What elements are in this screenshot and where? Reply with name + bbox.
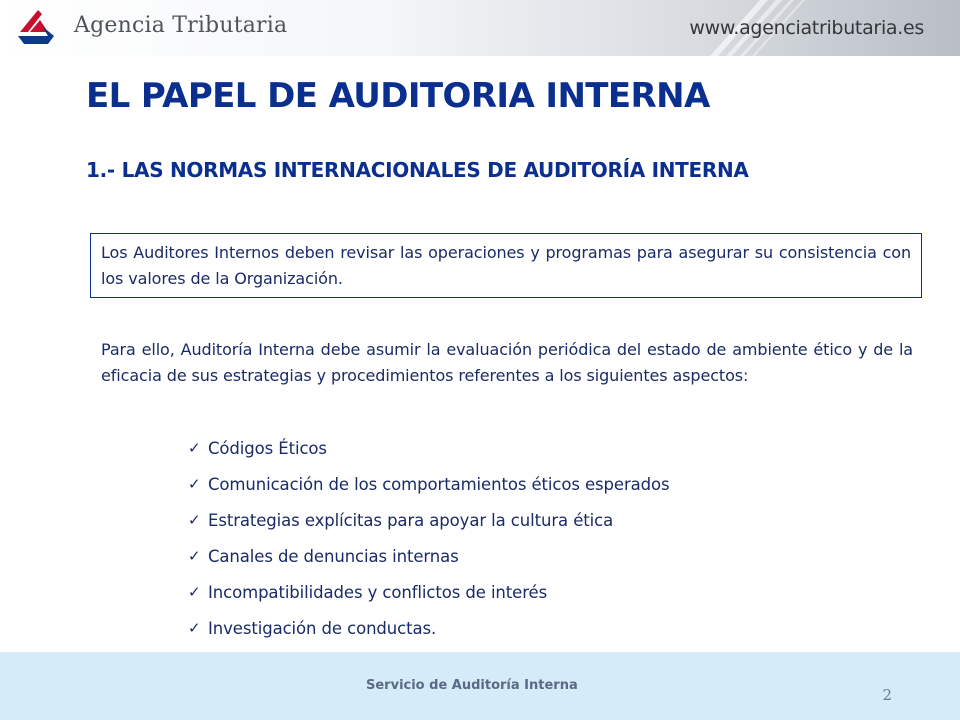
checklist <box>188 430 888 646</box>
checklist-item-label: Comunicación de los comportamientos éticos esperados <box>208 474 670 494</box>
header-banner <box>0 0 960 56</box>
page-number: 2 <box>882 686 892 704</box>
checklist-item-label: Códigos Éticos <box>208 438 327 458</box>
boxed-paragraph: Los Auditores Internos deben revisar las operaciones y programas para asegurar su consistencia con los valores de la Organización. <box>90 233 922 298</box>
page-title: EL PAPEL DE AUDITORIA INTERNA <box>86 76 710 116</box>
section-title: 1.- LAS NORMAS INTERNACIONALES DE AUDITORÍA INTERNA <box>86 158 749 182</box>
checklist-item-label: Canales de denuncias internas <box>208 546 459 566</box>
checkmark-icon: ✓ <box>188 582 201 601</box>
footer-band <box>0 652 960 720</box>
footer-text: Servicio de Auditoría Interna <box>366 678 578 693</box>
intro-paragraph: Para ello, Auditoría Interna debe asumir la evaluación periódica del estado de ambiente ético y de la eficacia de sus estrategias y procedimientos referentes a los siguientes aspectos: <box>101 340 913 385</box>
checkmark-icon: ✓ <box>188 474 201 493</box>
checklist-item <box>188 574 888 610</box>
checklist-item <box>188 430 888 466</box>
checkmark-icon: ✓ <box>188 618 201 637</box>
checklist-item-label: Investigación de conductas. <box>208 618 437 638</box>
checklist-item <box>188 502 888 538</box>
checklist-item <box>188 610 888 646</box>
checklist-item-label: Incompatibilidades y conflictos de interés <box>208 582 548 602</box>
checklist-item-label: Estrategias explícitas para apoyar la cultura ética <box>208 510 614 530</box>
checklist-item <box>188 466 888 502</box>
checkmark-icon: ✓ <box>188 546 201 565</box>
site-url: www.agenciatributaria.es <box>689 17 924 39</box>
brand-name: Agencia Tributaria <box>74 13 288 38</box>
checkmark-icon: ✓ <box>188 510 201 529</box>
checklist-item <box>188 538 888 574</box>
checkmark-icon: ✓ <box>188 438 201 457</box>
agencia-tributaria-logo-icon <box>14 6 60 50</box>
